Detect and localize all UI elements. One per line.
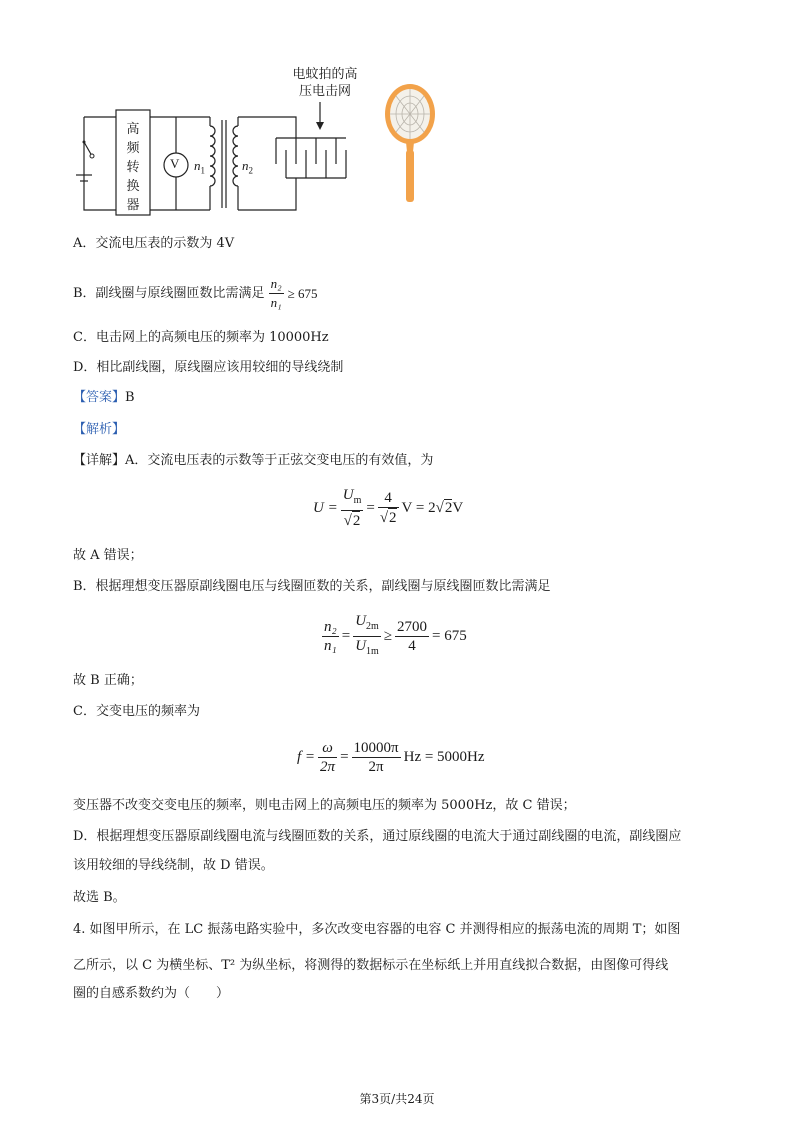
formula-frequency: f = $\frac{\omega}{2\pi}$ = $\frac{10000\pi}{2\pi}$ Hz = 5000Hz (297, 740, 485, 775)
formula-effective-voltage: U = $\frac{U_m}{√2}$ = $\frac{4}{√2}$ V = 2 √ 2 V (313, 487, 464, 529)
option-b-relation: ≥ 675 (287, 285, 318, 301)
mosquito-racket-image (380, 82, 440, 207)
option-b (73, 275, 317, 312)
formula2-u1-sub: 1m (366, 646, 379, 657)
voltmeter-label: V (170, 156, 180, 171)
converter-char: 转 (126, 160, 140, 175)
option-b-fraction (269, 275, 284, 312)
option-d: D．相比副线圈，原线圈应该用较细的导线绕制 (73, 360, 344, 375)
detail-a-body: A．交流电压表的示数等于正弦交变电压的有效值，为 (125, 453, 434, 468)
formula3-num2: 10000π (353, 740, 399, 756)
formula1-rhs2: 2 (444, 500, 453, 516)
formula1-rhs1: V = 2 (401, 499, 436, 516)
n2-sub: 2 (248, 165, 253, 176)
detail-final: 故选 B。 (73, 890, 126, 905)
option-b-denominator: n₁ (270, 295, 282, 310)
formula2-n2: n₂ (324, 619, 337, 635)
answer-value: B (125, 390, 135, 405)
converter-char: 换 (126, 179, 140, 194)
formula3-lhs: f = (297, 749, 316, 765)
formula2-rhs: = 675 (432, 628, 467, 644)
formula3-rhs: Hz = 5000Hz (403, 749, 485, 765)
question4-line2: 乙所示，以 C 为横坐标、T² 为纵坐标，将测得的数据标示在坐标纸上并用直线拟合数据，由图像可得线 (73, 958, 669, 973)
formula1-lhs: U = (313, 499, 338, 516)
formula3-den2: 2π (368, 759, 384, 775)
n2-base: n (242, 158, 249, 173)
converter-char: 高 (126, 122, 140, 137)
detail-c-conclusion: 变压器不改变交变电压的频率，则电击网上的高频电压的频率为 5000Hz，故 C 错误； (73, 798, 576, 813)
net-label-line2: 压电击网 (298, 84, 351, 99)
formula1-den2: 2 (389, 510, 397, 526)
formula2-frac-num (395, 618, 429, 655)
detail-d-line2: 该用较细的导线绕制，故 D 错误。 (73, 858, 274, 873)
option-c: C．电击网上的高频电压的频率为 10000Hz (73, 330, 329, 345)
formula3-num1: ω (318, 739, 337, 758)
formula3-frac1 (318, 739, 337, 776)
formula3-frac2 (352, 739, 401, 776)
formula3-den1: 2π (320, 759, 336, 775)
question4-line1: 4. 如图甲所示，在 LC 振荡电路实验中，多次改变电容器的电容 C 并测得相应的振荡电流的周期 T；如图 (73, 922, 681, 937)
formula2-n1: n₁ (324, 638, 337, 654)
formula1-num2: 4 (378, 489, 399, 508)
n1-sub: 1 (200, 165, 205, 176)
converter-label (116, 120, 150, 215)
option-b-numerator: n₂ (269, 275, 284, 294)
detail-b-text: B．根据理想变压器原副线圈电压与线圈匝数的关系，副线圈与原线圈匝数比需满足 (73, 579, 551, 594)
detail-c-text: C．交变电压的频率为 (73, 704, 200, 719)
net-label-line1: 电蚊拍的高 (292, 67, 358, 82)
page-number: 第3页/共24页 (359, 1092, 435, 1106)
detail-b-conclusion: 故 B 正确； (73, 673, 143, 688)
formula1-frac2: $\frac{4}{√2}$ (379, 490, 397, 526)
formula1-rhs3: V (452, 499, 464, 516)
formula1-frac1: $\frac{U_m}{√2}$ (342, 487, 362, 529)
formula1-num1-sub: m (353, 495, 362, 506)
formula1-den1: 2 (352, 513, 361, 529)
formula1-num1: U (342, 487, 354, 503)
detail-d-line1: D．根据理想变压器原副线圈电流与线圈匝数的关系，通过原线圈的电流大于通过副线圈的电流，副线圈应 (73, 829, 682, 844)
net-label (285, 66, 365, 100)
formula2-frac-n (322, 618, 339, 655)
formula2-u2: U (355, 613, 367, 629)
formula2-u1: U (355, 638, 367, 654)
formula-turns-ratio: $\frac{\text{n₂}}{\text{n₁}}$ = $\frac{U_{2m}}{U_{1m}}$ ≥ $\frac{2700}{4}$ = 675 (322, 612, 467, 661)
n1-base: n (194, 158, 201, 173)
formula2-ge: ≥ (383, 628, 393, 644)
detail-a-text (73, 452, 433, 470)
answer-line (73, 389, 135, 407)
n1-label (194, 158, 205, 176)
analysis-bracket: 【解析】 (73, 422, 126, 437)
converter-char: 频 (126, 141, 140, 156)
option-a: A．交流电压表的示数为 4V (73, 236, 235, 251)
detail-bracket: 【详解】 (73, 453, 126, 468)
answer-bracket: 【答案】 (73, 390, 126, 405)
formula2-u2-sub: 2m (366, 621, 379, 632)
formula2-frac-u (353, 612, 381, 661)
question4-line3: 圈的自感系数约为（ ） (73, 986, 230, 1001)
option-b-prefix: B．副线圈与原线圈匝数比需满足 (73, 285, 265, 301)
formula2-num: 2700 (397, 619, 428, 635)
detail-a-conclusion: 故 A 错误； (73, 548, 143, 563)
converter-char: 器 (126, 198, 140, 213)
n2-label (242, 158, 253, 176)
formula2-den: 4 (408, 638, 416, 654)
